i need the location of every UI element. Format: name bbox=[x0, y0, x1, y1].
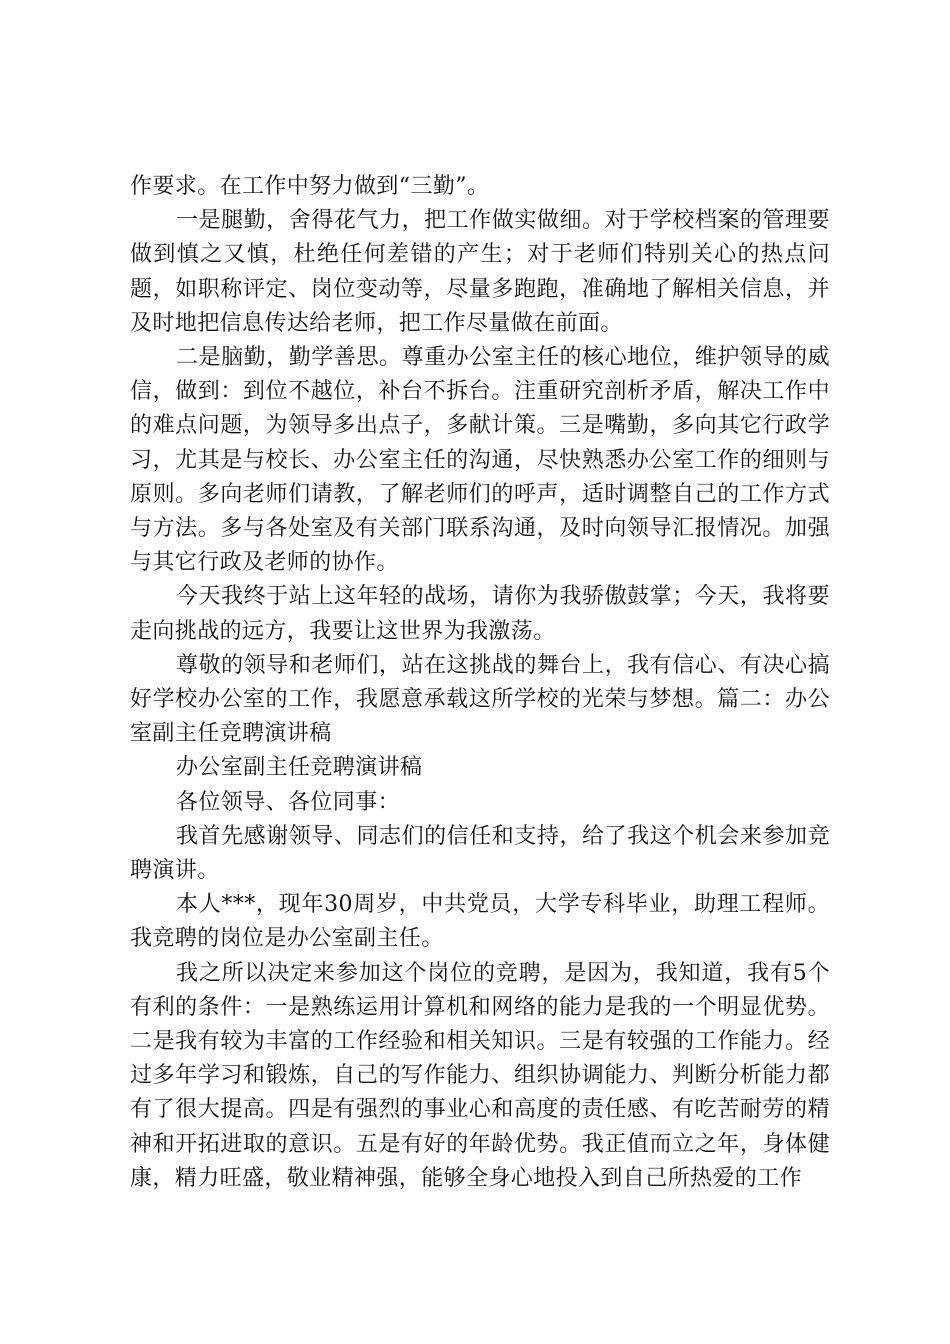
paragraph-thanks: 我首先感谢领导、同志们的信任和支持，给了我这个机会来参加竞聘演讲。 bbox=[130, 823, 830, 884]
section-title: 办公室副主任竞聘演讲稿 bbox=[176, 755, 423, 781]
salutation: 各位领导、各位同事： bbox=[176, 789, 401, 815]
document-body bbox=[130, 170, 830, 1196]
paragraph-self-intro: 本人***，现年30周岁，中共党员，大学专科毕业，助理工程师。我竞聘的岗位是办公室副主任。 bbox=[130, 892, 830, 952]
paragraph-advantages: 我之所以决定来参加这个岗位的竞聘，是因为，我知道，我有5个有利的条件：一是熟练运用计算机和网络的能力是我的一个明显优势。二是我有较为丰富的工作经验和相关知识。三是有较强的工作能力。经过多年学习和锻炼，自己的写作能力、组织协调能力、判断分析能力都有了很大提高。四是有强烈的事业心和高度的责任感、有吃苦耐劳的精神和开拓进取的意识。五是有好的年龄优势。我正值而立之年，身体健康，精力旺盛，敬业精神强，能够全身心地投入到自己所热爱的工作 bbox=[130, 960, 830, 1191]
paragraph-mind-diligence: 二是脑勤，勤学善思。尊重办公室主任的核心地位，维护领导的威信，做到：到位不越位，补台不拆台。注重研究剖析矛盾，解决工作中的难点问题，为领导多出点子，多献计策。三是嘴勤，多向其它行政学习，尤其是与校长、办公室主任的沟通，尽快熟悉办公室工作的细则与原则。多向老师们请教，了解老师们的呼声，适时调整自己的工作方式与方法。多与各处室及有关部门联系沟通，及时向领导汇报情况。加强与其它行政及老师的协作。 bbox=[130, 345, 830, 576]
paragraph-today-battlefield: 今天我终于站上这年轻的战场，请你为我骄傲鼓掌；今天，我将要走向挑战的远方，我要让这世界为我激荡。 bbox=[130, 584, 830, 644]
paragraph-continuation: 作要求。在工作中努力做到“三勤”。 bbox=[130, 174, 490, 199]
paragraph-leg-diligence: 一是腿勤，舍得花气力，把工作做实做细。对于学校档案的管理要做到慎之又慎，杜绝任何差错的产生；对于老师们特别关心的热点问题，如职称评定、岗位变动等，尽量多跑跑，准确地了解相关信息，并及时地把信息传达给老师，把工作尽量做在前面。 bbox=[130, 208, 830, 336]
paragraph-respected-leaders: 尊敬的领导和老师们，站在这挑战的舞台上，我有信心、有决心搞好学校办公室的工作，我愿意承载这所学校的光荣与梦想。篇二：办公室副主任竞聘演讲稿 bbox=[130, 652, 830, 747]
